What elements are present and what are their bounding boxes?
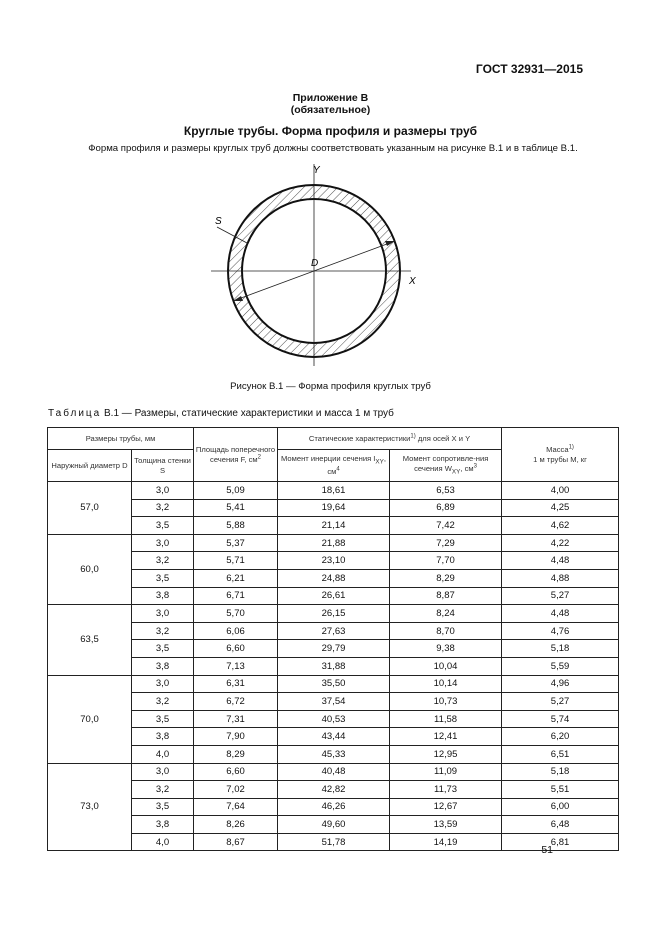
cell-moment-inertia: 42,82 (278, 781, 390, 799)
pipe-profile-figure (195, 160, 435, 377)
cell-area: 8,29 (194, 745, 278, 763)
cell-area: 5,37 (194, 534, 278, 552)
cell-moment-inertia: 40,48 (278, 763, 390, 781)
cell-moment-inertia: 35,50 (278, 675, 390, 693)
cell-wall-thickness: 4,0 (132, 833, 194, 851)
x-axis-label: X (409, 276, 416, 287)
table-row (48, 569, 619, 587)
cell-moment-inertia: 18,61 (278, 482, 390, 500)
cell-outer-diameter: 63,5 (48, 605, 132, 675)
cell-area: 7,02 (194, 781, 278, 799)
cell-moment-inertia: 45,33 (278, 745, 390, 763)
table-row (48, 517, 619, 535)
cell-area: 5,09 (194, 482, 278, 500)
cell-moment-resistance: 6,53 (390, 482, 502, 500)
cell-mass: 6,81 (502, 833, 619, 851)
cell-wall-thickness: 3,2 (132, 499, 194, 517)
cell-moment-resistance: 7,70 (390, 552, 502, 570)
cell-wall-thickness: 3,8 (132, 816, 194, 834)
table-row (48, 763, 619, 781)
cell-moment-inertia: 49,60 (278, 816, 390, 834)
cell-wall-thickness: 3,8 (132, 728, 194, 746)
cell-wall-thickness: 3,2 (132, 552, 194, 570)
cell-moment-resistance: 10,14 (390, 675, 502, 693)
page-number: 51 (541, 844, 553, 856)
cell-moment-inertia: 51,78 (278, 833, 390, 851)
table-row (48, 534, 619, 552)
cell-mass: 4,76 (502, 622, 619, 640)
cell-mass: 4,00 (502, 482, 619, 500)
table-row (48, 745, 619, 763)
cell-area: 6,72 (194, 693, 278, 711)
cell-wall-thickness: 3,0 (132, 534, 194, 552)
cell-area: 6,60 (194, 763, 278, 781)
figure-caption: Рисунок В.1 — Форма профиля круглых труб (230, 381, 431, 392)
cell-wall-thickness: 3,5 (132, 798, 194, 816)
cell-moment-inertia: 46,26 (278, 798, 390, 816)
cell-moment-inertia: 19,64 (278, 499, 390, 517)
table-row (48, 482, 619, 500)
table-row (48, 816, 619, 834)
cell-moment-inertia: 43,44 (278, 728, 390, 746)
cell-area: 5,88 (194, 517, 278, 535)
header-wall-thickness: Толщина стенки S (132, 450, 194, 482)
cell-outer-diameter: 70,0 (48, 675, 132, 763)
cell-area: 7,13 (194, 657, 278, 675)
table-row (48, 728, 619, 746)
cell-area: 6,21 (194, 569, 278, 587)
table-row (48, 833, 619, 851)
cell-area: 7,64 (194, 798, 278, 816)
cell-area: 8,26 (194, 816, 278, 834)
cell-area: 5,71 (194, 552, 278, 570)
cell-moment-resistance: 6,89 (390, 499, 502, 517)
cell-moment-inertia: 26,61 (278, 587, 390, 605)
table-row (48, 781, 619, 799)
cell-wall-thickness: 3,8 (132, 587, 194, 605)
pipe-profile-drawing (195, 160, 435, 372)
cell-wall-thickness: 3,0 (132, 482, 194, 500)
header-pipe-sizes: Размеры трубы, мм (48, 428, 194, 450)
cell-moment-resistance: 8,24 (390, 605, 502, 623)
table-row (48, 499, 619, 517)
table-row (48, 798, 619, 816)
table-row (48, 675, 619, 693)
header-outer-diameter: Наружный диаметр D (48, 450, 132, 482)
intro-paragraph: Форма профиля и размеры круглых труб должны соответствовать указанным на рисунке В.1 и в таблице В.1. (88, 143, 578, 154)
cell-outer-diameter: 60,0 (48, 534, 132, 604)
diameter-label: D (311, 258, 319, 269)
table-row (48, 693, 619, 711)
cell-area: 6,06 (194, 622, 278, 640)
cell-mass: 6,51 (502, 745, 619, 763)
cell-mass: 4,88 (502, 569, 619, 587)
table-row (48, 552, 619, 570)
cell-moment-resistance: 7,29 (390, 534, 502, 552)
annex-heading (0, 92, 661, 116)
cell-moment-inertia: 21,88 (278, 534, 390, 552)
cell-wall-thickness: 3,5 (132, 517, 194, 535)
cell-moment-inertia: 27,63 (278, 622, 390, 640)
table-row (48, 605, 619, 623)
standard-number: ГОСТ 32931—2015 (475, 62, 583, 76)
cell-mass: 4,25 (502, 499, 619, 517)
cell-wall-thickness: 3,2 (132, 781, 194, 799)
annex-status: (обязательное) (290, 104, 371, 116)
cell-area: 5,70 (194, 605, 278, 623)
section-title: Круглые трубы. Форма профиля и размеры труб (183, 124, 478, 138)
cell-moment-inertia: 31,88 (278, 657, 390, 675)
cell-wall-thickness: 3,8 (132, 657, 194, 675)
y-axis-label: Y (313, 165, 320, 176)
table-row (48, 587, 619, 605)
cell-wall-thickness: 4,0 (132, 745, 194, 763)
cell-moment-resistance: 11,09 (390, 763, 502, 781)
cell-mass: 5,74 (502, 710, 619, 728)
cell-wall-thickness: 3,5 (132, 640, 194, 658)
cell-moment-resistance: 8,29 (390, 569, 502, 587)
header-moment-resistance: Момент сопротивле-ния сечения $W_{XY}$, $см^3$ (390, 450, 502, 482)
cell-area: 6,60 (194, 640, 278, 658)
cell-mass: 5,18 (502, 640, 619, 658)
cell-moment-resistance: 8,87 (390, 587, 502, 605)
cell-wall-thickness: 3,2 (132, 622, 194, 640)
cell-area: 8,67 (194, 833, 278, 851)
cell-mass: 4,62 (502, 517, 619, 535)
cell-moment-inertia: 40,53 (278, 710, 390, 728)
cell-moment-resistance: 11,58 (390, 710, 502, 728)
cell-area: 5,41 (194, 499, 278, 517)
cell-wall-thickness: 3,5 (132, 569, 194, 587)
cell-outer-diameter: 73,0 (48, 763, 132, 851)
cell-moment-resistance: 7,42 (390, 517, 502, 535)
cell-mass: 5,18 (502, 763, 619, 781)
cell-moment-resistance: 8,70 (390, 622, 502, 640)
cell-mass: 6,00 (502, 798, 619, 816)
cell-mass: 4,22 (502, 534, 619, 552)
cell-moment-inertia: 29,79 (278, 640, 390, 658)
cell-moment-resistance: 14,19 (390, 833, 502, 851)
header-mass: Масса$^{1)}$ 1 м трубы M, кг (502, 428, 619, 482)
cell-wall-thickness: 3,0 (132, 605, 194, 623)
wall-label: S (215, 216, 222, 227)
cell-moment-resistance: 10,73 (390, 693, 502, 711)
header-static-characteristics: Статические характеристики$^{1)}$ для осей X и Y (278, 428, 502, 450)
annex-title: Приложение В (292, 92, 369, 104)
cell-mass: 6,48 (502, 816, 619, 834)
cell-mass: 4,48 (502, 605, 619, 623)
table-row (48, 710, 619, 728)
cell-moment-resistance: 10,04 (390, 657, 502, 675)
table-caption-prefix: Таблица (48, 408, 102, 419)
cell-mass: 5,27 (502, 693, 619, 711)
table-row (48, 640, 619, 658)
cell-wall-thickness: 3,0 (132, 675, 194, 693)
cell-moment-inertia: 21,14 (278, 517, 390, 535)
table-row (48, 622, 619, 640)
cell-mass: 4,96 (502, 675, 619, 693)
table-caption (48, 408, 394, 419)
cell-wall-thickness: 3,0 (132, 763, 194, 781)
cell-moment-inertia: 26,15 (278, 605, 390, 623)
cell-moment-inertia: 23,10 (278, 552, 390, 570)
cell-moment-inertia: 37,54 (278, 693, 390, 711)
cell-moment-inertia: 24,88 (278, 569, 390, 587)
table-body (48, 482, 619, 851)
cell-area: 7,90 (194, 728, 278, 746)
cell-area: 6,31 (194, 675, 278, 693)
header-area: Площадь поперечного сечения F, $см^2$ (194, 428, 278, 482)
cell-area: 6,71 (194, 587, 278, 605)
cell-mass: 5,27 (502, 587, 619, 605)
cell-mass: 6,20 (502, 728, 619, 746)
pipe-sizes-table (47, 427, 619, 851)
cell-moment-resistance: 13,59 (390, 816, 502, 834)
cell-mass: 5,51 (502, 781, 619, 799)
table-caption-text: В.1 — Размеры, статические характеристики и масса 1 м труб (104, 408, 394, 419)
cell-moment-resistance: 12,95 (390, 745, 502, 763)
cell-wall-thickness: 3,2 (132, 693, 194, 711)
cell-area: 7,31 (194, 710, 278, 728)
header-moment-inertia: Момент инерции сечения $I_{XY}$, $см^4$ (278, 450, 390, 482)
cell-moment-resistance: 12,67 (390, 798, 502, 816)
cell-mass: 4,48 (502, 552, 619, 570)
cell-wall-thickness: 3,5 (132, 710, 194, 728)
cell-moment-resistance: 9,38 (390, 640, 502, 658)
cell-mass: 5,59 (502, 657, 619, 675)
cell-moment-resistance: 11,73 (390, 781, 502, 799)
table-row (48, 657, 619, 675)
cell-moment-resistance: 12,41 (390, 728, 502, 746)
cell-outer-diameter: 57,0 (48, 482, 132, 535)
